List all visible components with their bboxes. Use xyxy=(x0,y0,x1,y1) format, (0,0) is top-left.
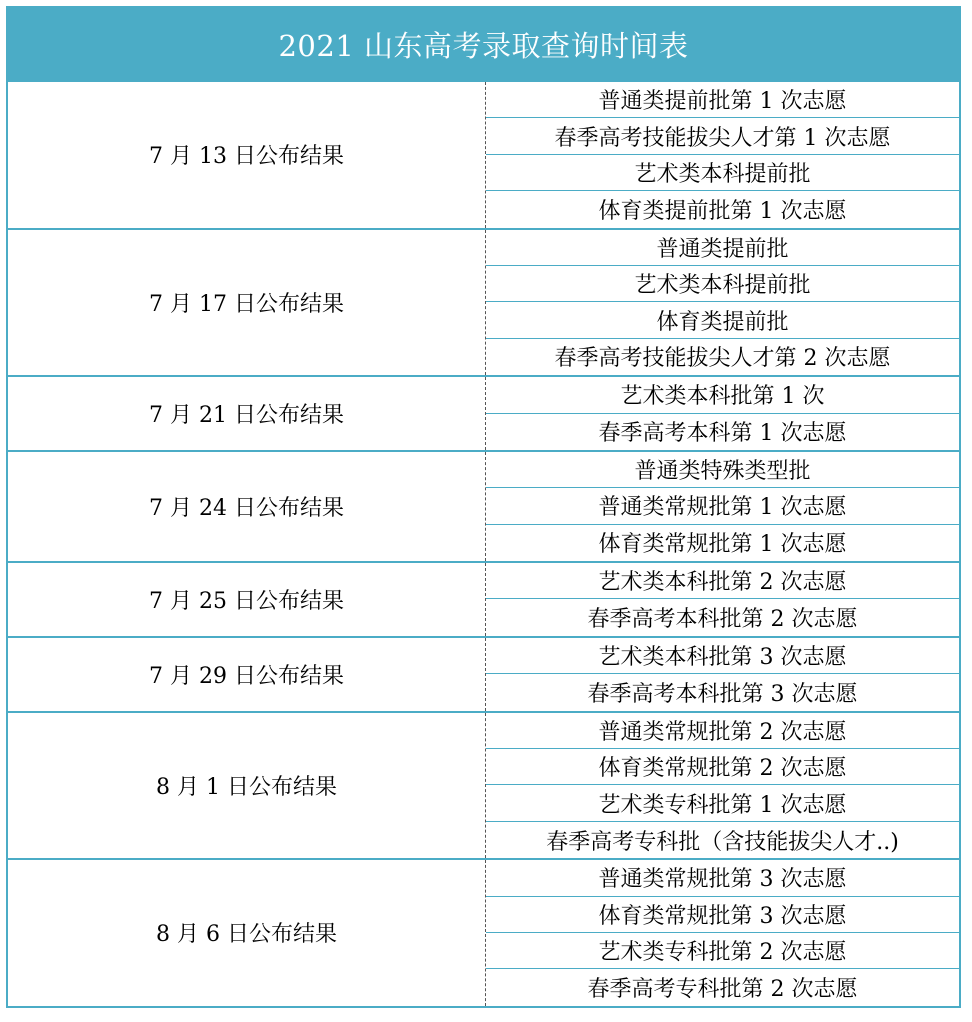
batch-item: 体育类常规批第 2 次志愿 xyxy=(486,749,959,785)
batch-item: 艺术类本科批第 1 次 xyxy=(486,377,959,413)
batch-list xyxy=(486,82,959,228)
batch-item: 普通类提前批第 1 次志愿 xyxy=(486,82,959,118)
batch-item: 体育类常规批第 1 次志愿 xyxy=(598,532,847,558)
date-cell: 7 月 21 日公布结果 xyxy=(8,377,486,450)
batch-item: 普通类特殊类型批 xyxy=(486,452,959,488)
date-cell: 8 月 6 日公布结果 xyxy=(8,860,486,1006)
batch-item: 普通类常规批第 1 次志愿 xyxy=(486,488,959,524)
batch-item: 春季高考本科批第 2 次志愿 xyxy=(587,607,858,633)
batch-item: 春季高考技能拔尖人才第 1 次志愿 xyxy=(486,118,959,154)
date-cell: 7 月 17 日公布结果 xyxy=(8,230,486,376)
batch-item: 普通类常规批第 2 次志愿 xyxy=(486,713,959,749)
date-cell: 7 月 13 日公布结果 xyxy=(8,82,486,228)
batch-list xyxy=(486,452,959,561)
date-group xyxy=(8,860,959,1006)
date-cell: 8 月 1 日公布结果 xyxy=(8,713,486,859)
batch-item: 艺术类专科批第 2 次志愿 xyxy=(486,933,959,969)
batch-item: 艺术类本科批第 3 次志愿 xyxy=(486,638,959,674)
date-cell: 7 月 24 日公布结果 xyxy=(8,452,486,561)
date-group xyxy=(8,713,959,861)
date-group xyxy=(8,452,959,563)
date-group xyxy=(8,377,959,452)
date-cell: 7 月 25 日公布结果 xyxy=(8,563,486,636)
batch-list xyxy=(486,377,959,450)
batch-item: 春季高考本科第 1 次志愿 xyxy=(598,421,847,447)
batch-item: 艺术类本科提前批 xyxy=(486,155,959,191)
table-title: 2021 山东高考录取查询时间表 xyxy=(6,6,961,82)
date-group xyxy=(8,638,959,713)
schedule-table xyxy=(6,6,961,1008)
batch-item: 艺术类本科提前批 xyxy=(486,266,959,302)
batch-item: 普通类提前批 xyxy=(486,230,959,266)
table-body xyxy=(6,82,961,1008)
batch-item: 体育类提前批 xyxy=(486,302,959,338)
batch-list xyxy=(486,713,959,859)
batch-list xyxy=(486,860,959,1006)
batch-list xyxy=(486,230,959,376)
batch-item: 春季高考专科批（含技能拔尖人才..) xyxy=(546,829,899,855)
batch-item: 艺术类本科批第 2 次志愿 xyxy=(486,563,959,599)
batch-list xyxy=(486,563,959,636)
date-group xyxy=(8,230,959,378)
batch-item: 春季高考本科批第 3 次志愿 xyxy=(587,681,858,707)
date-group xyxy=(8,82,959,230)
date-group xyxy=(8,563,959,638)
date-cell: 7 月 29 日公布结果 xyxy=(8,638,486,711)
batch-item: 体育类常规批第 3 次志愿 xyxy=(486,897,959,933)
batch-item: 艺术类专科批第 1 次志愿 xyxy=(486,785,959,821)
batch-list xyxy=(486,638,959,711)
batch-item: 普通类常规批第 3 次志愿 xyxy=(486,860,959,896)
batch-item: 春季高考专科批第 2 次志愿 xyxy=(587,977,858,1003)
batch-item: 体育类提前批第 1 次志愿 xyxy=(598,198,847,224)
batch-item: 春季高考技能拔尖人才第 2 次志愿 xyxy=(554,346,891,372)
